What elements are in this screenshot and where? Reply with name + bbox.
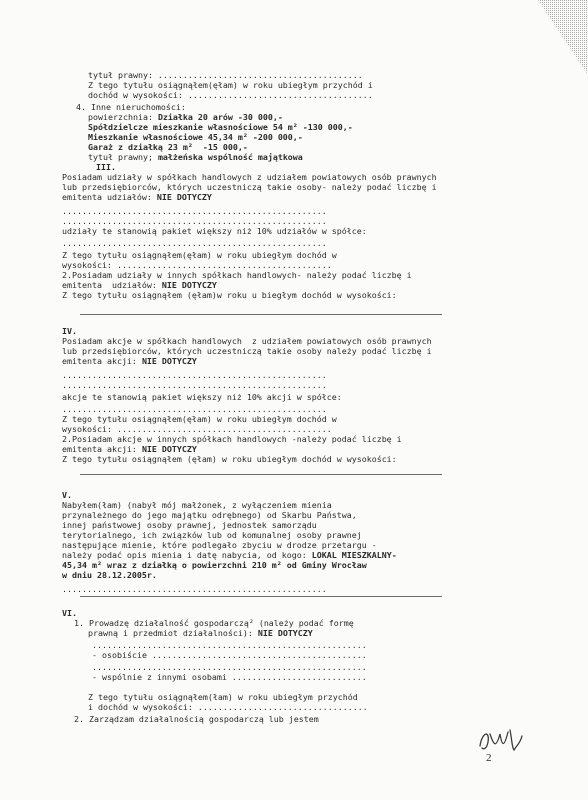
line-text: 4. Inne nieruchomości:: [76, 102, 186, 112]
text-line: [62, 444, 197, 454]
bold-value: NIE DOTYCZY: [156, 192, 212, 202]
text-line: [62, 424, 332, 434]
line-text: Z tego tytułu osiągnąłem(łam) w roku ubiegłym przychód: [88, 692, 358, 702]
line-text: .....................................................: [62, 206, 327, 216]
text-line: [62, 550, 397, 560]
text-line: [62, 250, 337, 260]
line-text: Posiadam udziały w spółkach handlowych z udziałem powiatowych osób prawnych: [62, 172, 437, 182]
line-text: .....................................................: [62, 584, 327, 594]
line-text: Z tego tytułu osiągnąłem (ęłam)w roku u biegłym dochód w wysokości:: [62, 290, 397, 300]
bold-value: Spółdzielcze mieszkanie własnościowe 54 m² -130 000,-: [88, 122, 353, 132]
section-divider: [80, 314, 442, 315]
bold-value: Garaż z działką 23 m² -15 000,-: [88, 142, 248, 152]
bold-value: NIE DOTYCZY: [141, 444, 197, 454]
text-line: [62, 500, 332, 510]
section-divider: [80, 474, 442, 475]
text-line: [88, 702, 368, 712]
line-text: akcje te stanowią pakiet większy niż 10% akcji w spółce:: [62, 392, 342, 402]
text-line: [62, 584, 327, 594]
line-text: lub przedsiębiorców, których uczestniczą takie osoby należy podać liczbę i: [62, 346, 432, 356]
text-line: [62, 570, 157, 580]
line-text: i dochód w wysokości: ..................................: [88, 702, 368, 712]
line-text: .......................................................: [92, 662, 367, 672]
bold-value: Mieszkanie własnościowe 45,34 m² -200 000,-: [88, 132, 303, 142]
text-line: [62, 270, 412, 280]
text-line: [62, 356, 197, 366]
line-text: należy podać opis mienia i datę nabycia, od kogo:: [62, 550, 312, 560]
bold-value: LOKAL MIESZKALNY-: [311, 550, 397, 560]
line-text: emitenta udziałów:: [62, 280, 162, 290]
text-line: [62, 206, 327, 216]
line-text: emitenta udziałów:: [62, 192, 157, 202]
line-text: wysokości: ...........................................: [62, 260, 332, 270]
text-line: [92, 662, 367, 672]
bold-value: w dniu 28.12.2005r.: [62, 570, 157, 580]
text-line: [62, 238, 327, 248]
text-line: [62, 392, 342, 402]
text-line: [88, 112, 283, 122]
text-line: [74, 618, 354, 628]
text-line: [88, 90, 373, 100]
text-line: [62, 560, 367, 570]
handwritten-signature: [476, 726, 524, 754]
line-text: innej państwowej osoby prawnej, jednostek samorządu: [62, 520, 317, 530]
text-line: [88, 692, 358, 702]
text-line: [62, 520, 317, 530]
line-text: następujące mienie, które podlegało zbyciu w drodze przetargu -: [62, 540, 377, 550]
line-text: .....................................................: [62, 380, 327, 390]
text-line: [76, 102, 186, 112]
line-text: .....................................................: [62, 370, 327, 380]
page-number: 2: [486, 752, 492, 764]
line-text: .....................................................: [62, 238, 327, 248]
line-text: - osobiście ...........................................: [92, 650, 367, 660]
text-line: [62, 454, 397, 464]
line-text: lub przedsiębiorców, których uczestniczą takie osoby- należy podać liczbę i: [62, 182, 437, 192]
section-heading: VI.: [62, 608, 77, 618]
section-divider: [80, 596, 442, 597]
bold-value: Działka 20 arów -30 000,-: [157, 112, 283, 122]
bold-value: III.: [96, 162, 116, 172]
text-line: [62, 172, 437, 182]
line-text: Z tego tytułu osiągnąłem(ęłam) w roku ubiegłym przychód i: [88, 80, 373, 90]
line-text: tytuł prawny: .........................................: [88, 70, 363, 80]
text-line: [62, 216, 327, 226]
page-corner-shadow: [518, 0, 588, 75]
text-line: [88, 70, 363, 80]
line-text: .......................................................: [92, 640, 367, 650]
text-line: [96, 162, 116, 172]
section-heading: IV.: [62, 326, 77, 336]
text-line: [62, 490, 72, 500]
bold-value: małżeńska wspólność majątkowa: [157, 152, 303, 162]
line-text: powierzchnia:: [88, 112, 158, 122]
line-text: Z tego tytułu osiągnąłem (ęłam) w roku ubiegłym dochód w wysokości:: [62, 454, 397, 464]
text-line: [62, 434, 402, 444]
text-line: [88, 152, 303, 162]
text-line: [92, 640, 367, 650]
text-line: [92, 672, 367, 682]
text-line: [88, 142, 248, 152]
text-line: [62, 192, 212, 202]
line-text: Nabyłem(łam) (nabył mój małżonek, z wyłączeniem mienia: [62, 500, 332, 510]
line-text: 1. Prowadzę działalność gospodarczą² (należy podać formę: [74, 618, 354, 628]
text-line: [88, 80, 373, 90]
text-line: [62, 380, 327, 390]
bold-value: 45,34 m² wraz z działką o powierzchni 210 m² od Gminy Wrocław: [62, 560, 367, 570]
line-text: emitenta akcji:: [62, 444, 142, 454]
line-text: .....................................................: [62, 216, 327, 226]
line-text: Z tego tytułu osiągnąłem(ęłam) w roku ubiegłym dochód w: [62, 250, 337, 260]
line-text: przynależnego do jego majątku odrębnego) od Skarbu Państwa,: [62, 510, 357, 520]
line-text: dochód w wysokości: .....................................: [88, 90, 373, 100]
line-text: udziały te stanowią pakiet większy niż 10% udziałów w spółce:: [62, 226, 367, 236]
line-text: - wspólnie z innymi osobami ...........................: [92, 672, 367, 682]
line-text: prawną i przedmiot działalności):: [88, 628, 258, 638]
text-line: [62, 280, 217, 290]
bold-value: NIE DOTYCZY: [257, 628, 313, 638]
text-line: [88, 122, 353, 132]
text-line: [62, 414, 337, 424]
line-text: .....................................................: [62, 404, 327, 414]
text-line: [62, 510, 357, 520]
line-text: 2. Zarządzam działalnością gospodarczą lub jestem: [74, 714, 319, 724]
text-line: [62, 608, 77, 618]
text-line: [92, 650, 367, 660]
text-line: [62, 404, 327, 414]
line-text: 2.Posiadam udziały w innych spółkach handlowych- należy podać liczbę i: [62, 270, 412, 280]
line-text: terytorialnego, ich związków lub od komunalnej osoby prawnej: [62, 530, 362, 540]
text-line: [62, 540, 377, 550]
text-line: [62, 336, 432, 346]
line-text: Posiadam akcje w spółkach handlowych z udziałem powiatowych osób prawnych: [62, 336, 432, 346]
text-line: [74, 714, 319, 724]
text-line: [88, 132, 303, 142]
text-line: [62, 346, 432, 356]
line-text: Z tego tytułu osiągnąłem(ęłam) w roku ubiegłym dochód w: [62, 414, 337, 424]
text-line: [62, 530, 362, 540]
line-text: 2.Posiadam akcje w innych spółkach handlowych -należy podać liczbę i: [62, 434, 402, 444]
bold-value: NIE DOTYCZY: [161, 280, 217, 290]
text-line: [62, 260, 332, 270]
text-line: [62, 182, 437, 192]
text-line: [62, 226, 367, 236]
text-line: [88, 628, 313, 638]
text-line: [62, 370, 327, 380]
section-heading: V.: [62, 490, 72, 500]
line-text: tytuł prawny;: [88, 152, 158, 162]
bold-value: NIE DOTYCZY: [141, 356, 197, 366]
line-text: wysokości: ...........................................: [62, 424, 332, 434]
text-line: [62, 326, 77, 336]
line-text: emitenta akcji:: [62, 356, 142, 366]
text-line: [62, 290, 397, 300]
